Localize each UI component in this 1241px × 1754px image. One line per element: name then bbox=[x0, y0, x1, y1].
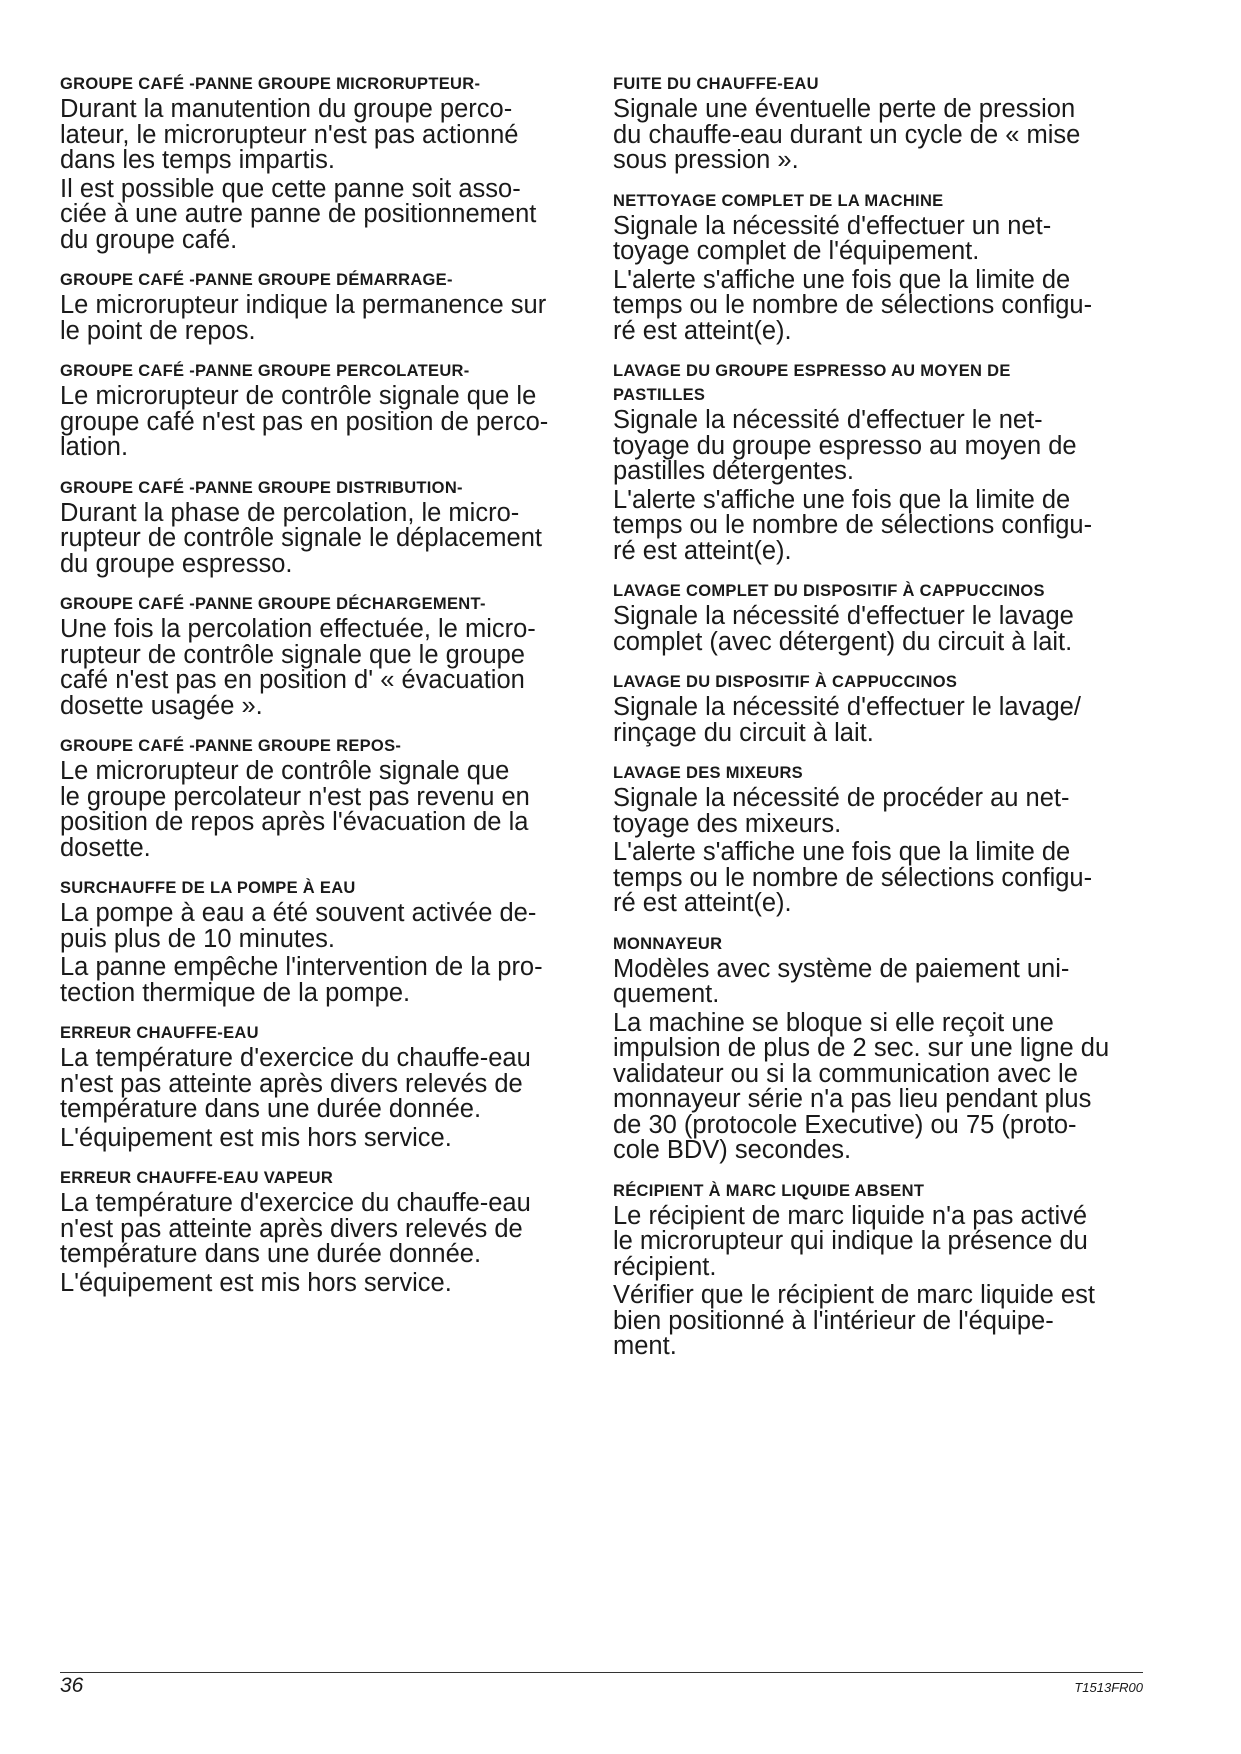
footer-divider bbox=[60, 1672, 1143, 1673]
paragraph: Durant la phase de percolation, le micro- rupteur de contrôle signale le déplacement du groupe espresso. bbox=[60, 498, 542, 578]
paragraph: Durant la manutention du groupe perco- lateur, le microrupteur n'est pas actionné dans les temps impartis. bbox=[60, 95, 519, 174]
section-heading: RÉCIPIENT À MARC LIQUIDE ABSENT bbox=[613, 1181, 925, 1200]
paragraph: L'alerte s'affiche une fois que la limite de temps ou le nombre de sélections configu- ré est atteint(e). bbox=[613, 265, 1093, 345]
section-fuite-chauffe-eau bbox=[613, 72, 1143, 174]
paragraph: L'alerte s'affiche une fois que la limite de temps ou le nombre de sélections configu- ré est atteint(e). bbox=[613, 485, 1093, 565]
section-groupe-microrupteur bbox=[60, 72, 580, 253]
section-heading: MONNAYEUR bbox=[613, 934, 723, 953]
section-heading: LAVAGE DES MIXEURS bbox=[613, 764, 803, 782]
section-heading: GROUPE CAFÉ -PANNE GROUPE DISTRIBUTION- bbox=[60, 478, 463, 497]
paragraph: Une fois la percolation effectuée, le micro- rupteur de contrôle signale que le groupe café n'est pas en position d' « évacuation dosette usagée ». bbox=[60, 615, 536, 720]
paragraph: Signale la nécessité d'effectuer le lavage/ rinçage du circuit à lait. bbox=[613, 693, 1081, 747]
section-lavage-groupe-espresso bbox=[613, 359, 1143, 564]
page-number: 36 bbox=[60, 1674, 84, 1697]
section-erreur-chauffe-eau-vapeur bbox=[60, 1166, 580, 1296]
section-lavage-mixeurs bbox=[613, 761, 1143, 917]
paragraph: L'équipement est mis hors service. bbox=[60, 1123, 452, 1152]
paragraph: Le microrupteur indique la permanence sur le point de repos. bbox=[60, 291, 547, 345]
section-heading: GROUPE CAFÉ -PANNE GROUPE MICRORUPTEUR- bbox=[60, 75, 481, 93]
section-heading: GROUPE CAFÉ -PANNE GROUPE DÉMARRAGE- bbox=[60, 271, 453, 289]
paragraph: Signale la nécessité d'effectuer un net- toyage complet de l'équipement. bbox=[613, 211, 1052, 265]
section-heading: GROUPE CAFÉ -PANNE GROUPE REPOS- bbox=[60, 737, 402, 755]
paragraph: Signale la nécessité de procéder au net- toyage des mixeurs. bbox=[613, 784, 1070, 838]
right-column bbox=[613, 72, 1143, 1375]
paragraph: La panne empêche l'intervention de la pro- tection thermique de la pompe. bbox=[60, 953, 543, 1007]
section-heading: FUITE DU CHAUFFE-EAU bbox=[613, 75, 819, 93]
section-heading: NETTOYAGE COMPLET DE LA MACHINE bbox=[613, 191, 944, 210]
section-heading: GROUPE CAFÉ -PANNE GROUPE DÉCHARGEMENT- bbox=[60, 595, 486, 613]
paragraph: La température d'exercice du chauffe-eau n'est pas atteinte après divers relevés de température dans une durée donnée. bbox=[60, 1044, 531, 1123]
section-surchauffe-pompe bbox=[60, 876, 580, 1006]
paragraph: Le récipient de marc liquide n'a pas activé le microrupteur qui indique la présence du récipient. bbox=[613, 1201, 1088, 1281]
paragraph: La pompe à eau a été souvent activée de- puis plus de 10 minutes. bbox=[60, 899, 537, 953]
paragraph: L'équipement est mis hors service. bbox=[60, 1268, 452, 1297]
paragraph: Modèles avec système de paiement uni- quement. bbox=[613, 954, 1070, 1008]
section-monnayeur bbox=[613, 932, 1143, 1164]
left-column bbox=[60, 72, 580, 1311]
document-code: T1513FR00 bbox=[1074, 1680, 1143, 1695]
paragraph: Le microrupteur de contrôle signale que le groupe café n'est pas en position de perco- lation. bbox=[60, 382, 549, 461]
section-heading: LAVAGE DU DISPOSITIF À CAPPUCCINOS bbox=[613, 673, 958, 691]
paragraph: Le microrupteur de contrôle signale que le groupe percolateur n'est pas revenu en position de repos après l'évacuation de la dosette. bbox=[60, 757, 530, 862]
section-lavage-cappuccinos bbox=[613, 670, 1143, 746]
paragraph: Signale une éventuelle perte de pression du chauffe-eau durant un cycle de « mise sous pression ». bbox=[613, 95, 1081, 174]
section-heading: ERREUR CHAUFFE-EAU VAPEUR bbox=[60, 1169, 334, 1187]
paragraph: La machine se bloque si elle reçoit une impulsion de plus de 2 sec. sur une ligne du validateur ou si la communication avec le monnayeur série n'a pas lieu pendant plus de 30 (protocole Executive) ou 75 (proto- cole BDV) secondes. bbox=[613, 1008, 1110, 1164]
paragraph: Il est possible que cette panne soit asso- ciée à une autre panne de positionnement du groupe café. bbox=[60, 174, 537, 254]
section-groupe-percolateur bbox=[60, 359, 580, 461]
paragraph: Signale la nécessité d'effectuer le lavage complet (avec détergent) du circuit à lait. bbox=[613, 602, 1074, 656]
section-groupe-repos bbox=[60, 734, 580, 861]
section-erreur-chauffe-eau bbox=[60, 1021, 580, 1151]
paragraph: L'alerte s'affiche une fois que la limite de temps ou le nombre de sélections configu- ré est atteint(e). bbox=[613, 838, 1093, 917]
paragraph: Vérifier que le récipient de marc liquide est bien positionné à l'intérieur de l'équipe- ment. bbox=[613, 1281, 1095, 1360]
section-nettoyage-complet bbox=[613, 189, 1143, 345]
section-groupe-demarrage bbox=[60, 268, 580, 344]
section-heading: SURCHAUFFE DE LA POMPE À EAU bbox=[60, 879, 356, 897]
section-lavage-complet-cappuccinos bbox=[613, 579, 1143, 655]
section-groupe-dechargement bbox=[60, 592, 580, 719]
section-heading: LAVAGE DU GROUPE ESPRESSO AU MOYEN DE PASTILLES bbox=[613, 362, 1011, 404]
section-heading: GROUPE CAFÉ -PANNE GROUPE PERCOLATEUR- bbox=[60, 362, 470, 380]
paragraph: Signale la nécessité d'effectuer le net- toyage du groupe espresso au moyen de pastilles détergentes. bbox=[613, 406, 1077, 485]
section-groupe-distribution bbox=[60, 476, 580, 578]
section-heading: ERREUR CHAUFFE-EAU bbox=[60, 1024, 259, 1042]
section-recipient-marc-liquide bbox=[613, 1179, 1143, 1360]
section-heading: LAVAGE COMPLET DU DISPOSITIF À CAPPUCCINOS bbox=[613, 582, 1045, 600]
paragraph: La température d'exercice du chauffe-eau n'est pas atteinte après divers relevés de température dans une durée donnée. bbox=[60, 1189, 531, 1268]
